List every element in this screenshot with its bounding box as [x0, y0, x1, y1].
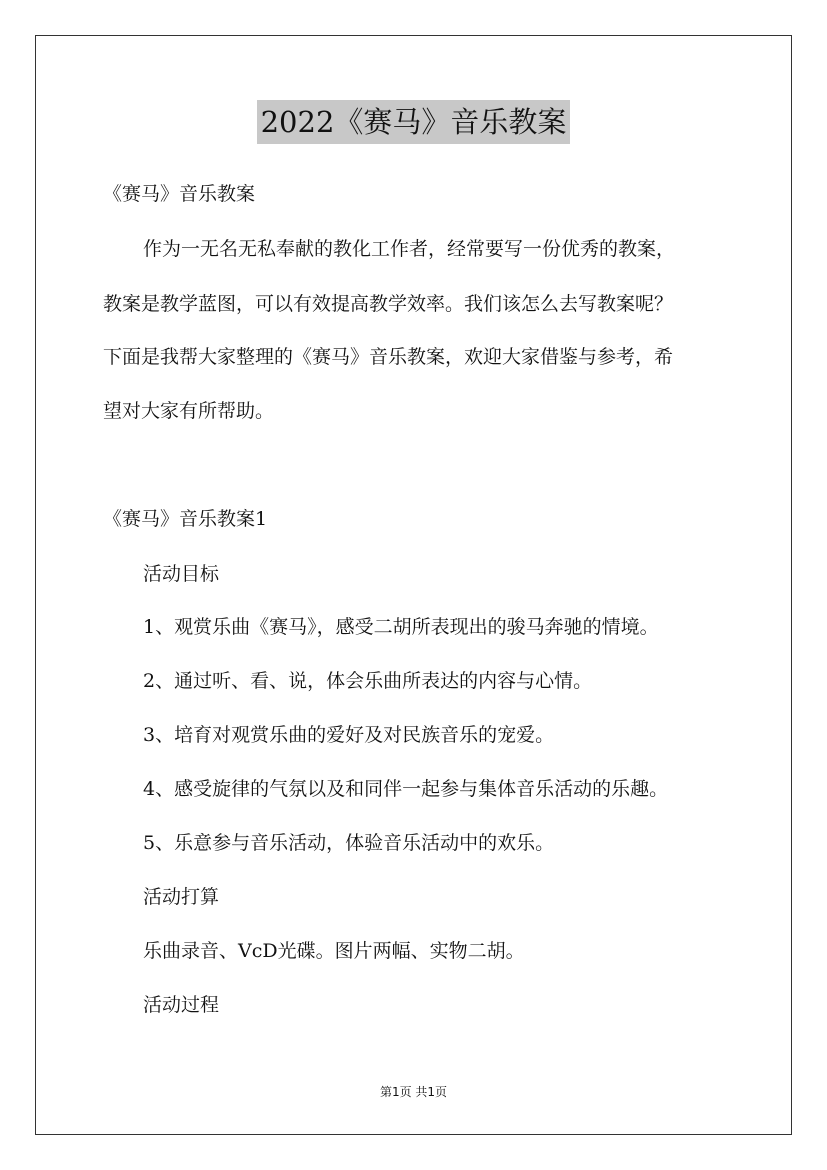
- document-title-wrap: [0, 100, 827, 144]
- intro-line-3: 下面是我帮大家整理的《赛马》音乐教案，欢迎大家借鉴与参考，希: [103, 346, 674, 368]
- intro-line-4: 望对大家有所帮助。: [103, 400, 275, 422]
- goal-item-1: 1、观赏乐曲《赛马》，感受二胡所表现出的骏马奔驰的情境。: [143, 616, 659, 638]
- process-heading: 活动过程: [143, 994, 220, 1016]
- goal-item-2: 2、通过听、看、说，体会乐曲所表达的内容与心情。: [143, 670, 593, 692]
- prep-text: 乐曲录音、VcD光碟。图片两幅、实物二胡。: [143, 940, 525, 962]
- page-footer: 第1页 共1页: [379, 1085, 448, 1099]
- goal-item-5: 5、乐意参与音乐活动，体验音乐活动中的欢乐。: [143, 832, 555, 854]
- goal-item-4: 4、感受旋律的气氛以及和同伴一起参与集体音乐活动的乐趣。: [143, 778, 669, 800]
- goal-item-3: 3、培育对观赏乐曲的爱好及对民族音乐的宠爱。: [143, 724, 555, 746]
- goals-heading: 活动目标: [143, 563, 220, 585]
- prep-heading: 活动打算: [143, 886, 220, 908]
- section-title: 《赛马》音乐教案1: [103, 508, 268, 530]
- intro-line-1: 作为一无名无私奉献的教化工作者，经常要写一份优秀的教案，: [143, 238, 676, 260]
- subtitle: 《赛马》音乐教案: [103, 183, 256, 205]
- document-title: 2022《赛马》音乐教案: [257, 100, 571, 144]
- intro-line-2: 教案是教学蓝图，可以有效提高教学效率。我们该怎么去写教案呢？: [103, 293, 674, 315]
